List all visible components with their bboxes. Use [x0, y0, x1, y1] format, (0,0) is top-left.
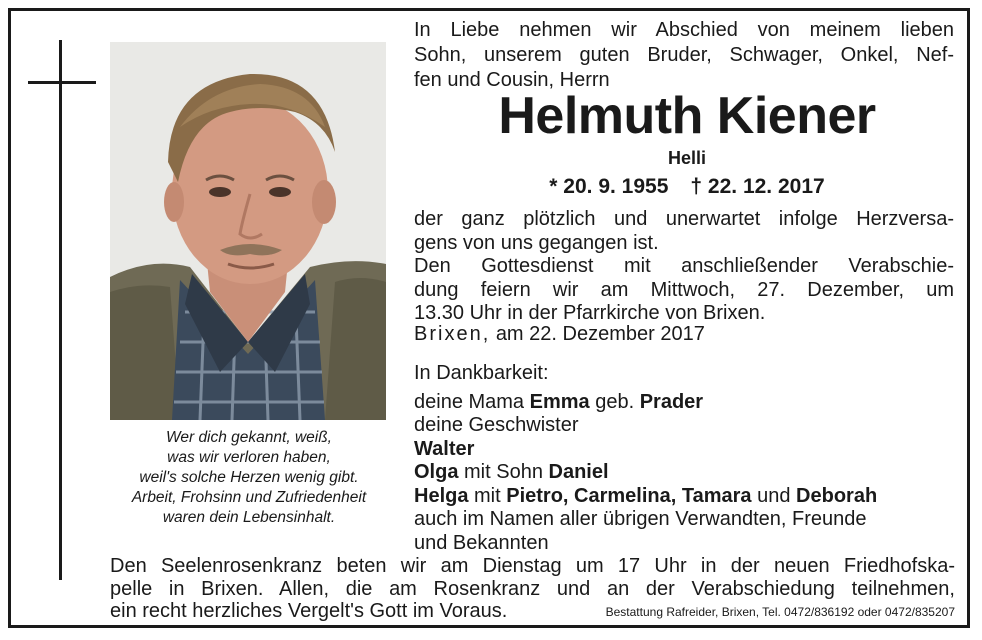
poem-line: Arbeit, Frohsinn und Zufriedenheit	[131, 489, 367, 506]
sibling-name: Helga	[414, 484, 469, 507]
mourner-olga	[414, 461, 959, 485]
relative-name: Deborah	[796, 484, 878, 507]
cross-icon-bar	[28, 81, 96, 84]
mother-prefix: deine Mama	[414, 390, 530, 413]
relatives-line: und Bekannten	[414, 531, 549, 554]
deceased-nickname: Helli	[667, 148, 706, 168]
death-message	[414, 208, 954, 326]
mourner-mother	[414, 391, 959, 415]
siblings-label: deine Geschwister	[414, 414, 579, 436]
portrait-photo	[110, 42, 386, 420]
thanks-heading: In Dankbarkeit:	[414, 362, 549, 384]
life-dates	[404, 174, 970, 200]
poem-line: waren dein Lebensinhalt.	[162, 509, 336, 526]
intro-line: In Liebe nehmen wir Abschied von meinem lieben	[414, 19, 954, 41]
rosary-line: pelle in Brixen. Allen, die am Rosenkranz und an der Verabschiedung teilnehmen,	[110, 577, 955, 600]
relative-name: Daniel	[548, 461, 609, 483]
place-name: Brixen,	[414, 323, 491, 345]
relation-text: mit Sohn	[458, 461, 549, 483]
mother-born-label: geb.	[589, 390, 640, 413]
intro-line: fen und Cousin, Herrn	[414, 69, 610, 91]
relation-text: und	[751, 484, 797, 507]
cross-icon	[59, 40, 62, 580]
sibling-name: Olga	[414, 461, 459, 483]
message-line: der ganz plötzlich und unerwartet infolge Herzversa-	[414, 208, 954, 230]
deceased-name: Helmuth Kiener	[498, 87, 876, 145]
announcement-date: am 22. Dezember 2017	[495, 323, 705, 345]
message-line: 13.30 Uhr in der Pfarrkirche von Brixen.	[414, 302, 766, 324]
undertaker-info: Bestattung Rafreider, Brixen, Tel. 0472/836192 oder 0472/835207	[605, 605, 955, 619]
rosary-line: Den Seelenrosenkranz beten wir am Dienstag um 17 Uhr in der neuen Friedhofska-	[110, 555, 955, 577]
rosary-notice	[110, 555, 955, 623]
mother-maiden-name: Prader	[639, 390, 704, 413]
relation-text: mit	[468, 484, 507, 507]
intro-text	[414, 18, 954, 93]
message-line: Den Gottesdienst mit anschließender Verabschie-	[414, 255, 954, 277]
relatives-line: auch im Namen aller übrigen Verwandten, Freunde	[414, 508, 867, 530]
message-line: gens von uns gegangen ist.	[414, 231, 659, 254]
message-line: dung feiern wir am Mittwoch, 27. Dezember, um	[414, 278, 954, 301]
poem-line: weil's solche Herzen wenig gibt.	[139, 469, 359, 486]
mourner-helga	[414, 485, 959, 509]
poem-line: was wir verloren haben,	[167, 449, 331, 466]
death-date: † 22. 12. 2017	[690, 175, 825, 198]
mother-name: Emma	[529, 390, 590, 413]
memorial-poem	[100, 428, 398, 528]
poem-line: Wer dich gekannt, weiß,	[166, 429, 332, 446]
intro-line: Sohn, unserem guten Bruder, Schwager, Onkel, Nef-	[414, 44, 954, 66]
sibling-name: Walter	[414, 437, 475, 460]
place-and-date	[414, 322, 954, 346]
rosary-line: ein recht herzliches Vergelt's Gott im Voraus.	[110, 600, 508, 622]
mourners-list	[414, 362, 959, 555]
relative-names: Pietro, Carmelina, Tamara	[506, 484, 752, 507]
mourner-walter	[414, 438, 959, 462]
birth-date: * 20. 9. 1955	[549, 175, 669, 198]
